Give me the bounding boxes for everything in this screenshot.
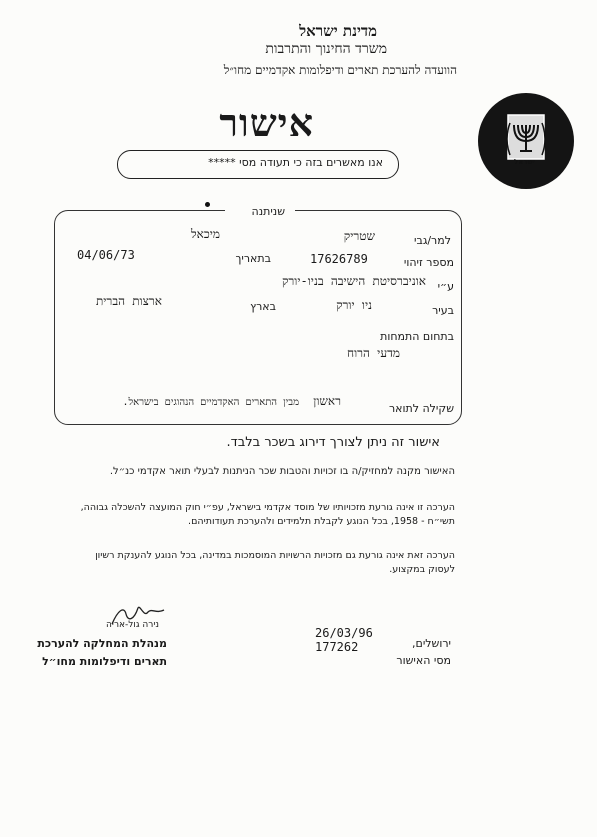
surname-value: שטריק [343,229,375,243]
id-value: 17626789 [310,252,368,266]
field-label: בתחום התמחות [380,330,454,343]
institution-value: אוניברסיטת הישיבה בניו-יורק [281,274,426,288]
id-label: מספר זיהוי [403,256,454,269]
header-ministry: משרד החינוך והתרבות [265,41,387,57]
document-title: אישור [219,100,314,145]
signer-name: נירה גול-אריה [106,620,159,630]
confirm-text: אנו מאשרים בזה כי תעודה מסי ***** [208,156,383,169]
date-value: 04/06/73 [77,248,135,262]
paragraph-rights: האישור מקנה למחזיק/ה בו זכויות והטבות שכר הניתנות לבעלי תואר אקדמי כנ״ל. [109,466,455,477]
date-label: בתאריך [235,252,271,265]
field-value: מדעי הרוח [346,346,400,360]
degree-value: ראשון [313,394,341,408]
header-state: מדינת ישראל [299,22,377,40]
paragraph-authorities: הערכה זאת אינה גורעת גם מזכויות הרשויות המוסמכות במדינה, בכל הנוגע להענקת רשיון לעסוק במקצוע. [95,550,455,575]
approval-number: 177262 [315,640,359,654]
signer-title-line1: מנהלת המחלקה להערכת [37,637,167,650]
frame-legend: שניתנה [251,205,285,218]
city-label: בעיר [432,304,454,317]
approval-number-label: מסי האישור [396,654,451,667]
name-label: למר/גבי [414,234,451,247]
equivalence-text: מבין התארים האקדמיים הנהוגים בישראל. [122,397,299,408]
purpose-statement: אישור זה ניתן לצורך דירוג בשכר בלבד. [226,435,440,450]
equivalence-label: שקילה לתואר [388,402,454,415]
menorah-emblem-icon [478,93,574,189]
by-label: ע״י [437,280,454,293]
paragraph-institutions: הערכה זו אינה גורעת מזכויותיו של מוסד אקדמי בישראל, עפ״י חוק המועצה להשכלה גבוהה, תשי״ח - 1958, בכל הנוגע לקבלת תלמידים ולהערכת תעודותיהם. [80,502,455,527]
issue-date: 26/03/96 [315,626,373,640]
signer-title-line2: תארים ודיפלומות מחו״ל [42,655,167,668]
city-value: ניו יורק [336,298,372,312]
place-label: ירושלים, [412,637,451,650]
country-label: בארץ [250,300,276,313]
details-frame [54,210,462,425]
country-value: ארצות הברית [95,294,162,308]
header-committee: הוועדה להערכת תארים ודיפלומות אקדמיים מחו״ל [223,63,457,77]
state-emblem-seal [478,93,574,189]
firstname-value: מיכאל [191,227,220,241]
emblem-text: ישראל [514,158,535,166]
ink-dot [205,202,210,207]
